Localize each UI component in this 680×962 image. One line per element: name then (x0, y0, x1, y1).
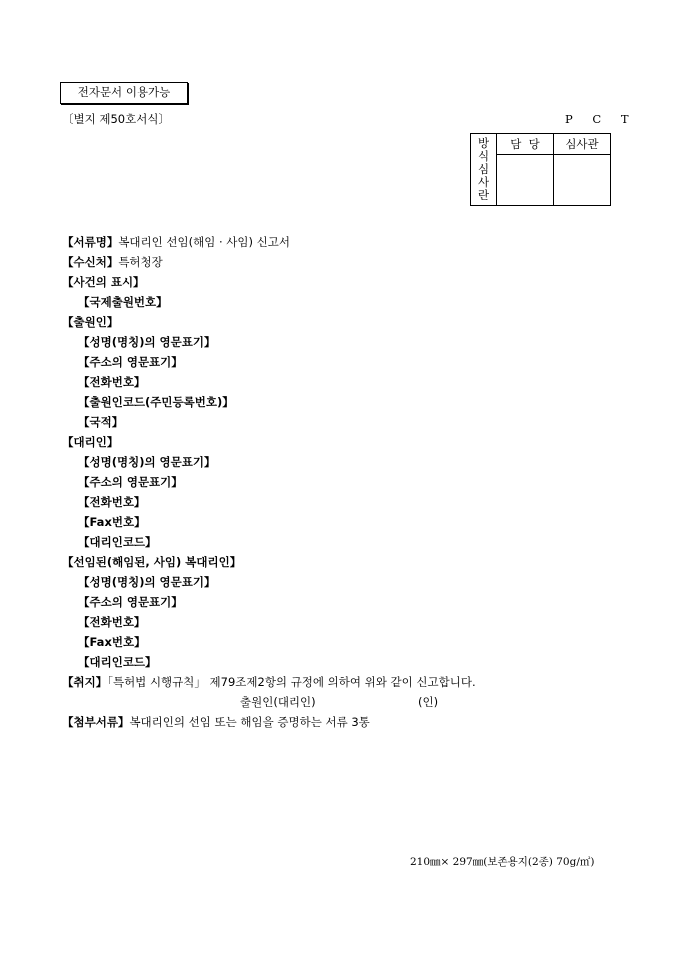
applicant-label: 【출원인】 (62, 315, 119, 329)
review-side-label: 방 식 심 사 란 (471, 134, 497, 206)
review-col-officer: 담 당 (497, 134, 554, 155)
review-cell-officer[interactable] (497, 155, 554, 206)
doc-type-row: 【서류명】복대리인 선임(해임 · 사임) 신고서 (62, 235, 290, 249)
agent-label: 【대리인】 (62, 435, 119, 449)
review-table (470, 133, 611, 206)
pct-label: P C T (565, 112, 637, 126)
paper-spec-footer: 210㎜× 297㎜(보존용지(2종) 70g/㎡) (410, 856, 595, 868)
applicant-address-field: 【주소의 영문표기】 (78, 355, 183, 369)
sub-agent-fax-field: 【Fax번호】 (78, 635, 146, 649)
signer-label: 출원인(대리인) (240, 695, 316, 709)
sub-agent-phone-field: 【전화번호】 (78, 615, 146, 629)
sub-agent-address-field: 【주소의 영문표기】 (78, 595, 183, 609)
applicant-name-field: 【성명(명칭)의 영문표기】 (78, 335, 216, 349)
agent-name-field: 【성명(명칭)의 영문표기】 (78, 455, 216, 469)
agent-phone-field: 【전화번호】 (78, 495, 146, 509)
agent-code-field: 【대리인코드】 (78, 535, 157, 549)
seal-mark: (인) (418, 695, 439, 709)
recipient-row: 【수신처】특허청장 (62, 255, 163, 269)
agent-address-field: 【주소의 영문표기】 (78, 475, 183, 489)
attachments-row: 【첨부서류】복대리인의 선임 또는 해임을 증명하는 서류 3통 (62, 715, 370, 729)
review-cell-examiner[interactable] (554, 155, 611, 206)
review-col-examiner: 심사관 (554, 134, 611, 155)
purpose-row: 【취지】「특허법 시행규칙」 제79조제2항의 규정에 의하여 위와 같이 신고합니다. (62, 675, 476, 689)
applicant-code-field: 【출원인코드(주민등록번호)】 (78, 395, 234, 409)
case-label: 【사건의 표시】 (62, 275, 145, 289)
form-number: 〔별지 제50호서식〕 (62, 112, 170, 126)
e-document-badge: 전자문서 이용가능 (60, 82, 188, 104)
agent-fax-field: 【Fax번호】 (78, 515, 146, 529)
sub-agent-name-field: 【성명(명칭)의 영문표기】 (78, 575, 216, 589)
sub-agent-code-field: 【대리인코드】 (78, 655, 157, 669)
applicant-nationality-field: 【국적】 (78, 415, 124, 429)
intl-app-no-field: 【국제출원번호】 (78, 295, 168, 309)
applicant-phone-field: 【전화번호】 (78, 375, 146, 389)
sub-agent-label: 【선임된(해임된, 사임) 복대리인】 (62, 555, 242, 569)
